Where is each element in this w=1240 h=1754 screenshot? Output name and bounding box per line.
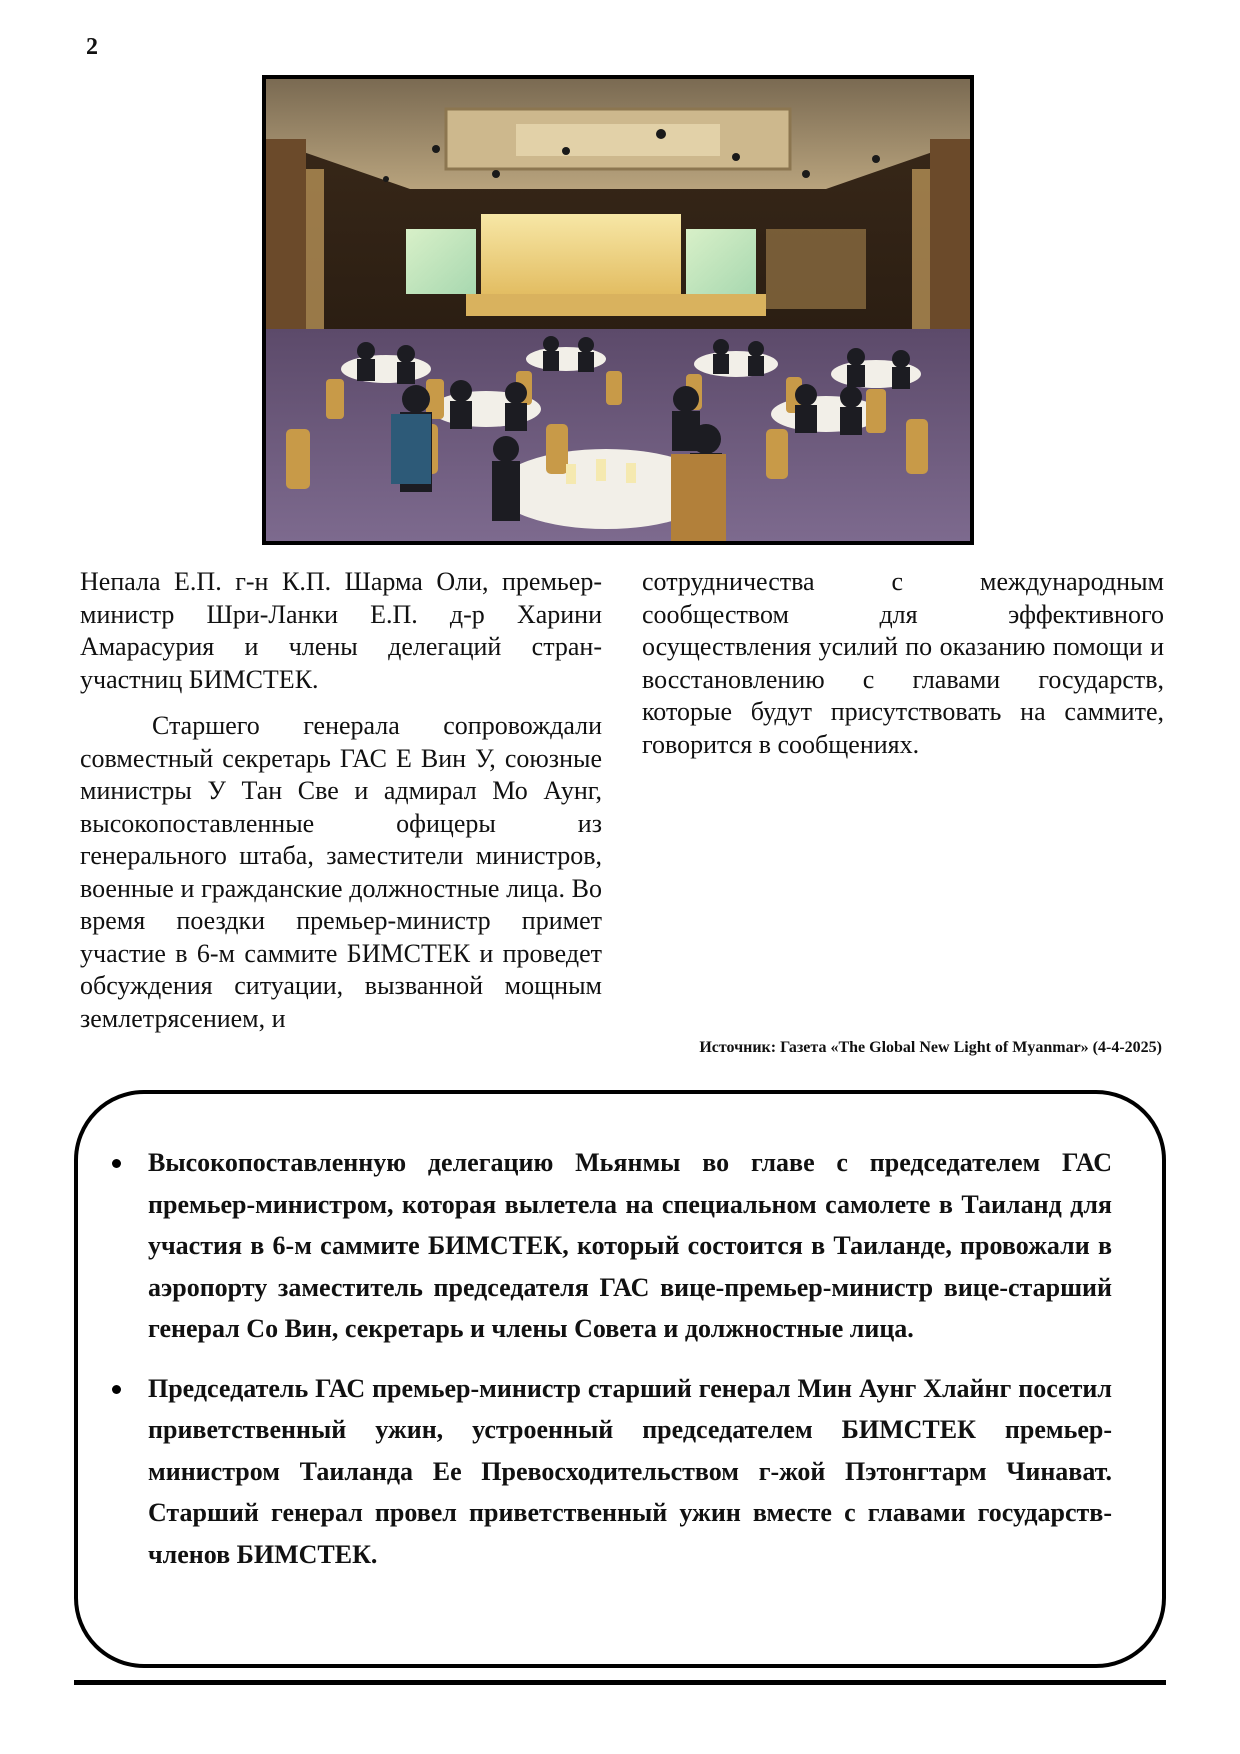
page-number: 2: [86, 34, 98, 60]
source-citation: Источник: Газета «The Global New Light of Myanmar» (4-4-2025): [699, 1039, 1162, 1056]
highlights-list: [148, 1142, 1112, 1575]
highlight-text: Председатель ГАС премьер-министр старший генерал Мин Аунг Хлайнг посетил приветственный ужин, устроенный председателем БИМСТЕК премьер-министром Таиланда Ее Превосходительством г-жой Пэтонгтарм Чинават. Старший генерал провел приветственный ужин вместе с главами государств-членов БИМСТЕК.: [148, 1373, 1112, 1569]
article-left-column: [80, 566, 602, 1035]
bullet-icon: [112, 1159, 121, 1168]
highlight-item: [148, 1368, 1112, 1576]
article-paragraph: сотрудничества с международным сообществом для эффективного осуществления усилий по оказанию помощи и восстановлению с главами государств, которые будут присутствовать на саммите, говорится в сообщениях.: [642, 567, 1164, 759]
bottom-rule: [74, 1680, 1166, 1685]
article-paragraph: Непала Е.П. г-н К.П. Шарма Оли, премьер-министр Шри-Ланки Е.П. д-р Харини Амарасурия и члены делегаций стран-участниц БИМСТЕК.: [80, 567, 602, 694]
banquet-hall-photo: [262, 75, 974, 545]
article-right-column: [642, 566, 1164, 761]
bullet-icon: [112, 1385, 121, 1394]
highlight-text: Высокопоставленную делегацию Мьянмы во главе с председателем ГАС премьер-министром, которая вылетела на специальном самолете в Таиланд для участия в 6-м саммите БИМСТЕК, который состоится в Таиланде, провожали в аэропорту заместитель председателя ГАС вице-премьер-министр вице-старший генерал Со Вин, секретарь и члены Совета и должностные лица.: [148, 1148, 1112, 1343]
highlights-box: [74, 1090, 1166, 1668]
banquet-hall-illustration: [266, 79, 970, 541]
highlight-item: [148, 1142, 1112, 1350]
article-paragraph: Старшего генерала сопровождали совместный секретарь ГАС Е Вин У, союзные министры У Тан Све и адмирал Мо Аунг, высокопоставленные офицеры из генерального штаба, заместители министров, военные и гражданские должностные лица. Во время поездки премьер-министр примет участие в 6-м саммите БИМСТЕК и проведет обсуждения ситуации, вызванной мощным землетрясением, и: [80, 711, 602, 1033]
